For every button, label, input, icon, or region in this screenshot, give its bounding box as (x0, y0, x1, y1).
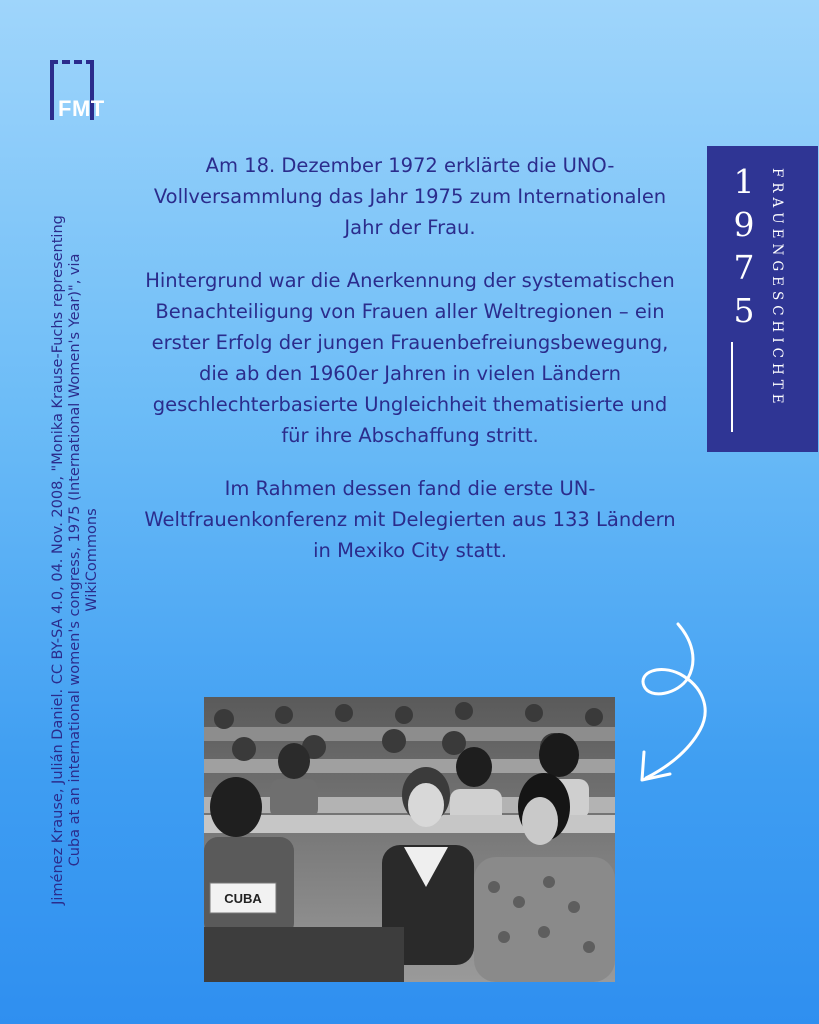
year-digit: 9 (733, 205, 755, 244)
placard-text: CUBA (224, 891, 262, 906)
fmt-logo (50, 60, 120, 126)
logo-text: FMT (58, 96, 105, 121)
year-digit: 1 (733, 162, 755, 201)
curly-arrow-icon (630, 620, 730, 790)
year-digits (729, 160, 759, 332)
badge-divider (731, 342, 733, 432)
badge-label: FRAUENGESCHICHTE (769, 168, 785, 409)
paragraph-intro: Am 18. Dezember 1972 erklärte die UNO-Vollversammlung das Jahr 1975 zum Internationalen Jahr der Frau. (153, 154, 667, 239)
conference-photo (204, 697, 615, 982)
credit-line: WikiCommons (84, 508, 100, 612)
main-text (140, 150, 680, 588)
photo-illustration (204, 697, 615, 982)
paragraph-background: Hintergrund war die Anerkennung der systematischen Benachteiligung von Frauen aller Weltregionen – ein erster Erfolg der jungen Frauenbefreiungsbewegung, die ab den 1960er Jahren in vielen Ländern geschlechterbasierte Ungleichheit thematisierte und für ihre Abschaffung stritt. (145, 269, 675, 447)
year-badge (707, 146, 818, 452)
photo-credit (50, 170, 140, 950)
year-digit: 5 (733, 291, 755, 330)
year-digit: 7 (733, 248, 755, 287)
credit-line: Jiménez Krause, Julián Daniel. CC BY-SA 4.0, 04. Nov. 2008, "Monika Krause-Fuchs representing (50, 215, 66, 905)
credit-line: Cuba at an international women's congress, 1975 (International Women's Year)", via (67, 253, 83, 867)
paragraph-conference: Im Rahmen dessen fand die erste UN-Weltfrauenkonferenz mit Delegierten aus 133 Ländern in Mexiko City statt. (144, 477, 676, 562)
